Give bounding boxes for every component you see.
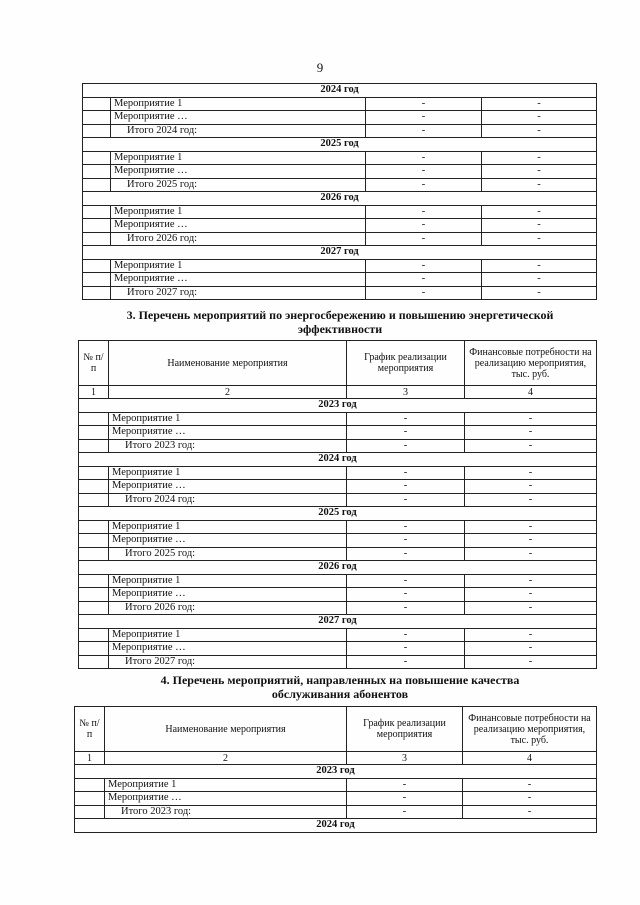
finance-value: - (465, 547, 597, 561)
year-label: 2026 год (79, 561, 597, 575)
table-row (79, 655, 597, 669)
row-number (79, 412, 109, 426)
finance-value: - (465, 439, 597, 453)
year-label: 2024 год (79, 453, 597, 467)
year-row (75, 819, 597, 833)
row-number (83, 111, 111, 125)
header-finance: Финансовые потребности на реализацию мероприятия, тыс. руб. (465, 341, 597, 386)
column-number: 4 (465, 386, 597, 399)
finance-value: - (482, 273, 597, 287)
schedule-value: - (347, 792, 463, 806)
total-label: Итого 2023 год: (105, 805, 347, 819)
finance-value: - (482, 124, 597, 138)
row-number (79, 520, 109, 534)
schedule-value: - (347, 642, 465, 656)
column-number: 3 (347, 752, 463, 765)
table-row (83, 286, 597, 300)
row-number (79, 493, 109, 507)
activity-name: Мероприятие … (109, 480, 347, 494)
finance-value: - (482, 286, 597, 300)
finance-value: - (482, 219, 597, 233)
finance-value: - (482, 232, 597, 246)
table-row (79, 574, 597, 588)
year-label: 2025 год (79, 507, 597, 521)
section4-body (75, 707, 597, 833)
row-number (75, 778, 105, 792)
schedule-value: - (347, 493, 465, 507)
year-label: 2026 год (83, 192, 597, 206)
header-schedule: График реализации мероприятия (347, 341, 465, 386)
header-schedule: График реализации мероприятия (347, 707, 463, 752)
year-row (83, 84, 597, 98)
table-row (79, 412, 597, 426)
schedule-value: - (347, 466, 465, 480)
activity-name: Мероприятие 1 (109, 520, 347, 534)
header-finance: Финансовые потребности на реализацию мероприятия, тыс. руб. (463, 707, 597, 752)
finance-value: - (482, 178, 597, 192)
header-row (75, 707, 597, 752)
row-number (83, 151, 111, 165)
row-number (79, 588, 109, 602)
schedule-value: - (366, 286, 482, 300)
table-row (75, 792, 597, 806)
finance-value: - (465, 574, 597, 588)
table-row (83, 232, 597, 246)
activity-name: Мероприятие … (109, 534, 347, 548)
activity-name: Мероприятие 1 (105, 778, 347, 792)
activity-name: Мероприятие 1 (111, 97, 366, 111)
activity-name: Мероприятие … (105, 792, 347, 806)
row-number (79, 480, 109, 494)
finance-value: - (465, 480, 597, 494)
row-number (79, 601, 109, 615)
row-number (79, 466, 109, 480)
year-label: 2024 год (75, 819, 597, 833)
year-row (79, 561, 597, 575)
row-number (83, 178, 111, 192)
table-row (79, 426, 597, 440)
total-label: Итого 2026 год: (111, 232, 366, 246)
row-number (79, 547, 109, 561)
finance-value: - (465, 534, 597, 548)
header-num: № п/п (75, 707, 105, 752)
year-label: 2025 год (83, 138, 597, 152)
finance-value: - (465, 412, 597, 426)
table-row (83, 205, 597, 219)
table-row (79, 439, 597, 453)
section4-heading-line1: 4. Перечень мероприятий, направленных на повышение качества (160, 673, 520, 687)
row-number (83, 273, 111, 287)
total-label: Итого 2024 год: (111, 124, 366, 138)
row-number (79, 642, 109, 656)
section4-table (74, 706, 597, 833)
section3-body (79, 341, 597, 669)
table-row (83, 259, 597, 273)
total-label: Итого 2027 год: (109, 655, 347, 669)
section3-heading-line2: эффективности (297, 322, 383, 336)
table-row (79, 493, 597, 507)
row-number (83, 97, 111, 111)
column-number: 4 (463, 752, 597, 765)
table-row (79, 588, 597, 602)
table-row (79, 642, 597, 656)
table-row (83, 219, 597, 233)
table-row (83, 273, 597, 287)
finance-value: - (482, 259, 597, 273)
finance-value: - (465, 588, 597, 602)
finance-value: - (465, 520, 597, 534)
schedule-value: - (347, 778, 463, 792)
finance-value: - (482, 205, 597, 219)
row-number (79, 439, 109, 453)
section4-heading-line2: обслуживания абонентов (271, 687, 409, 701)
schedule-value: - (347, 574, 465, 588)
total-label: Итого 2025 год: (111, 178, 366, 192)
table-row (83, 178, 597, 192)
section3-heading (80, 308, 600, 336)
year-label: 2027 год (79, 615, 597, 629)
finance-value: - (465, 642, 597, 656)
activity-name: Мероприятие … (111, 111, 366, 125)
column-number: 3 (347, 386, 465, 399)
finance-value: - (463, 778, 597, 792)
schedule-value: - (347, 655, 465, 669)
table-row (79, 628, 597, 642)
schedule-value: - (347, 547, 465, 561)
total-label: Итого 2026 год: (109, 601, 347, 615)
finance-value: - (463, 805, 597, 819)
schedule-value: - (347, 426, 465, 440)
year-row (83, 246, 597, 260)
row-number (79, 655, 109, 669)
year-row (83, 192, 597, 206)
schedule-value: - (366, 178, 482, 192)
activity-name: Мероприятие 1 (109, 412, 347, 426)
total-label: Итого 2027 год: (111, 286, 366, 300)
row-number (79, 534, 109, 548)
year-row (79, 399, 597, 413)
finance-value: - (465, 426, 597, 440)
year-row (79, 453, 597, 467)
row-number (79, 426, 109, 440)
column-number: 2 (109, 386, 347, 399)
total-label: Итого 2024 год: (109, 493, 347, 507)
table-row (83, 165, 597, 179)
total-label: Итого 2023 год: (109, 439, 347, 453)
row-number (75, 792, 105, 806)
section3-heading-line1: 3. Перечень мероприятий по энергосбережению и повышению энергетической (126, 308, 554, 322)
activity-name: Мероприятие … (111, 273, 366, 287)
activity-name: Мероприятие … (109, 642, 347, 656)
schedule-value: - (347, 439, 465, 453)
finance-value: - (482, 165, 597, 179)
table-row (79, 534, 597, 548)
table-row (83, 97, 597, 111)
year-row (83, 138, 597, 152)
year-row (75, 765, 597, 779)
year-label: 2027 год (83, 246, 597, 260)
section2-body (83, 84, 597, 300)
row-number (75, 805, 105, 819)
row-number (79, 628, 109, 642)
finance-value: - (465, 601, 597, 615)
schedule-value: - (347, 628, 465, 642)
schedule-value: - (347, 534, 465, 548)
total-label: Итого 2025 год: (109, 547, 347, 561)
column-number: 2 (105, 752, 347, 765)
finance-value: - (465, 655, 597, 669)
row-number (83, 232, 111, 246)
finance-value: - (482, 111, 597, 125)
finance-value: - (482, 97, 597, 111)
schedule-value: - (347, 480, 465, 494)
row-number (83, 286, 111, 300)
header-name: Наименование мероприятия (105, 707, 347, 752)
table-row (79, 601, 597, 615)
row-number (83, 219, 111, 233)
table-row (83, 124, 597, 138)
table-row (75, 805, 597, 819)
column-number-row (79, 386, 597, 399)
year-row (79, 615, 597, 629)
table-row (75, 778, 597, 792)
schedule-value: - (347, 588, 465, 602)
section3-table (78, 340, 597, 669)
finance-value: - (465, 466, 597, 480)
row-number (83, 165, 111, 179)
table-row (83, 151, 597, 165)
row-number (83, 259, 111, 273)
activity-name: Мероприятие 1 (111, 151, 366, 165)
finance-value: - (465, 628, 597, 642)
activity-name: Мероприятие … (111, 165, 366, 179)
schedule-value: - (366, 151, 482, 165)
schedule-value: - (347, 805, 463, 819)
activity-name: Мероприятие 1 (111, 259, 366, 273)
schedule-value: - (366, 97, 482, 111)
activity-name: Мероприятие 1 (109, 628, 347, 642)
section2-table-tail (82, 83, 597, 300)
schedule-value: - (366, 205, 482, 219)
year-label: 2023 год (79, 399, 597, 413)
activity-name: Мероприятие … (109, 426, 347, 440)
schedule-value: - (347, 412, 465, 426)
schedule-value: - (366, 165, 482, 179)
schedule-value: - (366, 259, 482, 273)
column-number: 1 (75, 752, 105, 765)
row-number (83, 124, 111, 138)
row-number (83, 205, 111, 219)
page-number: 9 (316, 60, 324, 75)
year-row (79, 507, 597, 521)
header-name: Наименование мероприятия (109, 341, 347, 386)
section4-heading (80, 673, 600, 701)
finance-value: - (463, 792, 597, 806)
schedule-value: - (366, 232, 482, 246)
schedule-value: - (347, 520, 465, 534)
year-label: 2023 год (75, 765, 597, 779)
activity-name: Мероприятие … (109, 588, 347, 602)
column-number: 1 (79, 386, 109, 399)
column-number-row (75, 752, 597, 765)
schedule-value: - (366, 111, 482, 125)
finance-value: - (465, 493, 597, 507)
table-row (79, 547, 597, 561)
table-row (79, 480, 597, 494)
activity-name: Мероприятие … (111, 219, 366, 233)
table-row (79, 466, 597, 480)
schedule-value: - (366, 124, 482, 138)
activity-name: Мероприятие 1 (109, 574, 347, 588)
header-num: № п/п (79, 341, 109, 386)
schedule-value: - (366, 273, 482, 287)
finance-value: - (482, 151, 597, 165)
row-number (79, 574, 109, 588)
schedule-value: - (347, 601, 465, 615)
schedule-value: - (366, 219, 482, 233)
table-row (79, 520, 597, 534)
year-label: 2024 год (83, 84, 597, 98)
activity-name: Мероприятие 1 (111, 205, 366, 219)
header-row (79, 341, 597, 386)
activity-name: Мероприятие 1 (109, 466, 347, 480)
table-row (83, 111, 597, 125)
